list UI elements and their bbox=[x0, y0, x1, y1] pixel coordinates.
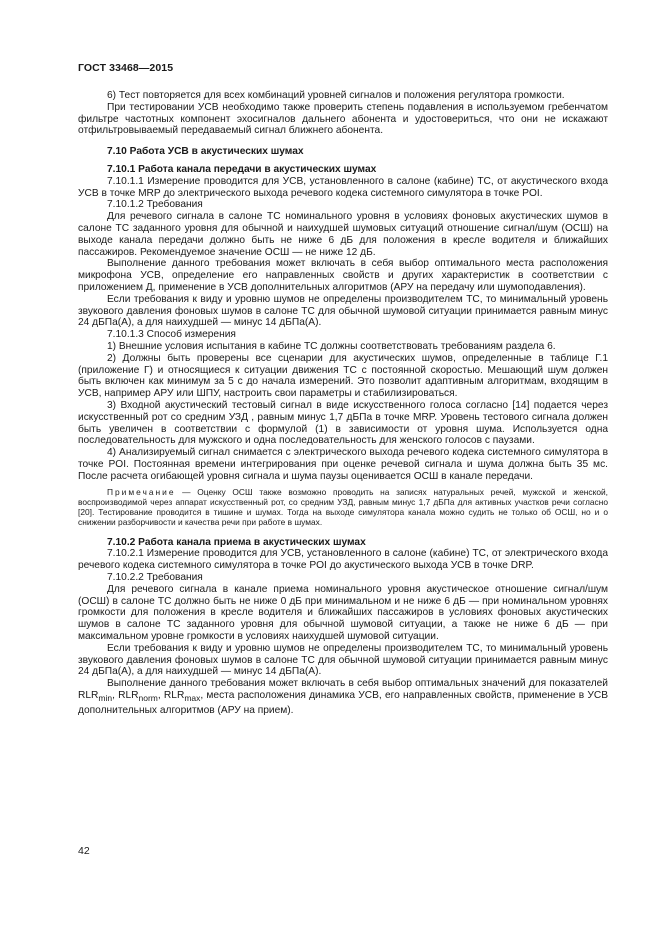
paragraph: Если требования к виду и уровню шумов не определены производителем ТС, то минимальный уровень звукового давления фоновых шумов в салоне ТС для обычной шумовой ситуации принимается равным минус 24 дБПа(А), а для наихудшей — минус 14 дБПа(А). bbox=[78, 642, 608, 678]
document-body bbox=[78, 90, 608, 717]
section-heading-7-10: 7.10 Работа УСВ в акустических шумах bbox=[107, 146, 304, 158]
text: , места расположения динамика УСВ, его направленных свойств, применение в УСВ дополнительных алгоритмов (АРУ на прием). bbox=[78, 690, 608, 716]
section-heading-7-10-2: 7.10.2 Работа канала приема в акустических шумах bbox=[107, 536, 366, 548]
page-number: 42 bbox=[78, 845, 90, 857]
paragraph: При тестировании УСВ необходимо также проверить степень подавления в используемом гребенчатом фильтре частотных компонент эхосигналов дальнего абонента и удостовериться, что они не искажают отфильтровываемый передаваемый сигнал ближнего абонента. bbox=[78, 101, 608, 137]
paragraph: 7.10.2.2 Требования bbox=[107, 572, 203, 584]
paragraph: 6) Тест повторяется для всех комбинаций уровней сигналов и положения регулятора громкости. bbox=[107, 90, 565, 101]
paragraph: Для речевого сигнала в салоне ТС номинального уровня в условиях фоновых акустических шумов в салоне ТС заданного уровня для обычной и наихудшей шумовых ситуаций отношение сигнал/шум (ОСШ) на выходе канала передачи должно быть не ниже 6 дБ для положения в кресле водителя и ближайших пассажиров. Рекомендуемое значение ОСШ — не ниже 12 дБ. bbox=[78, 211, 608, 258]
standard-header: ГОСТ 33468—2015 bbox=[78, 62, 174, 74]
paragraph: Если требования к виду и уровню шумов не определены производителем ТС, то минимальный уровень звукового давления фоновых шумов в салоне ТС для обычной шумовой ситуации принимается равным минус 24 дБПа(А), а для наихудшей — минус 14 дБПа(А). bbox=[78, 293, 608, 329]
paragraph bbox=[78, 678, 608, 716]
text: Выполнение данного требования может включать в себя выбор оптимальных значений для показателей RLR bbox=[78, 678, 608, 702]
list-item: 1) Внешние условия испытания в кабине ТС должны соответствовать требованиям раздела 6. bbox=[107, 340, 556, 352]
note bbox=[78, 487, 608, 528]
note-label: Примечание bbox=[107, 486, 176, 497]
subscript: max bbox=[184, 693, 201, 704]
list-item: 3) Входной акустический тестовый сигнал в виде искусственного голоса согласно [14] подается через искусственный рот со средним УЗД , равным минус 1,7 дБПа в точке MRP. Уровень тестового сигнала должен быть увеличен в соответствии с формулой (1) в зависимости от уровня шума. Используется одна последовательность для мужского и одна последовательность для женского голосов с паузами. bbox=[78, 399, 608, 447]
paragraph: 7.10.1.2 Требования bbox=[107, 199, 203, 211]
subscript: norm bbox=[138, 693, 158, 704]
list-item: 4) Анализируемый сигнал снимается с электрического выхода речевого кодека системного симулятора в точке POI. Постоянная времени интегрирования при оценке речевой сигнала и шума должна быть 35 мс. После расчета огибающей уровня сигнала и шума паузы оценивается ОСШ в канале передачи. bbox=[78, 447, 608, 482]
section-heading-7-10-1: 7.10.1 Работа канала передачи в акустических шумах bbox=[107, 163, 377, 175]
paragraph: Выполнение данного требования может включать в себя выбор оптимального места расположения микрофона УСВ, определение его направленных свойств и других характеристик в соответствии с приложением Д, применение в УСВ дополнительных алгоритмов (АРУ на передачу или шумоподавления). bbox=[78, 258, 608, 293]
paragraph: 7.10.1.1 Измерение проводится для УСВ, установленного в салоне (кабине) ТС, от акустического входа УСВ в точке MRP до электрического выхода речевого кодека системного симулятора в точке POI. bbox=[78, 175, 608, 199]
text: , RLR bbox=[112, 690, 139, 702]
text: , RLR bbox=[157, 690, 185, 702]
paragraph: 7.10.1.3 Способ измерения bbox=[107, 329, 236, 341]
paragraph: 7.10.2.1 Измерение проводится для УСВ, установленного в салоне (кабине) ТС, от электрического входа речевого кодека системного симулятора в точке POI до акустического выхода УСВ в точке DRP. bbox=[78, 548, 608, 572]
subscript: min bbox=[98, 693, 113, 704]
list-item: 2) Должны быть проверены все сценарии для акустических шумов, определенные в таблице Г.1 (приложение Г) и относящиеся к ситуации движения ТС с постоянной скоростью. Мешающий шум должен быть включен как минимум за 5 с до начала измерений. Это позволит адаптивным алгоритмам, входящим в УСВ, например АРУ или ШПУ, настроить свои параметры и стабилизироваться. bbox=[78, 352, 608, 400]
note-text: — Оценку ОСШ также возможно проводить на записях натуральных речей, мужской и женской, воспроизводимой через аппарат искусственный рот, со средним УЗД, равным минус 1,7 дБПа для активных участков речи согласно [20]. Тестирование проводится в тишине и шумах. Тогда на выходе симулятора канала можно судить не только об ОСШ, но и о снижении разборчивости и качества речи при работе в шумах. bbox=[78, 486, 608, 528]
paragraph: Для речевого сигнала в канале приема номинального уровня акустическое отношение сигнал/шум (ОСШ) в салоне ТС должно быть не ниже 0 дБ при минимальном и не ниже 6 дБ — при номинальном уровнях громкости для положения в кресле водителя и ближайших пассажиров в условиях фоновых акустических шумов в салоне ТС заданного уровня для обычной шумовой ситуации, а также не ниже 6 дБ — при максимальном уровне громкости в условиях наихудшей шумовой ситуации. bbox=[78, 583, 608, 643]
